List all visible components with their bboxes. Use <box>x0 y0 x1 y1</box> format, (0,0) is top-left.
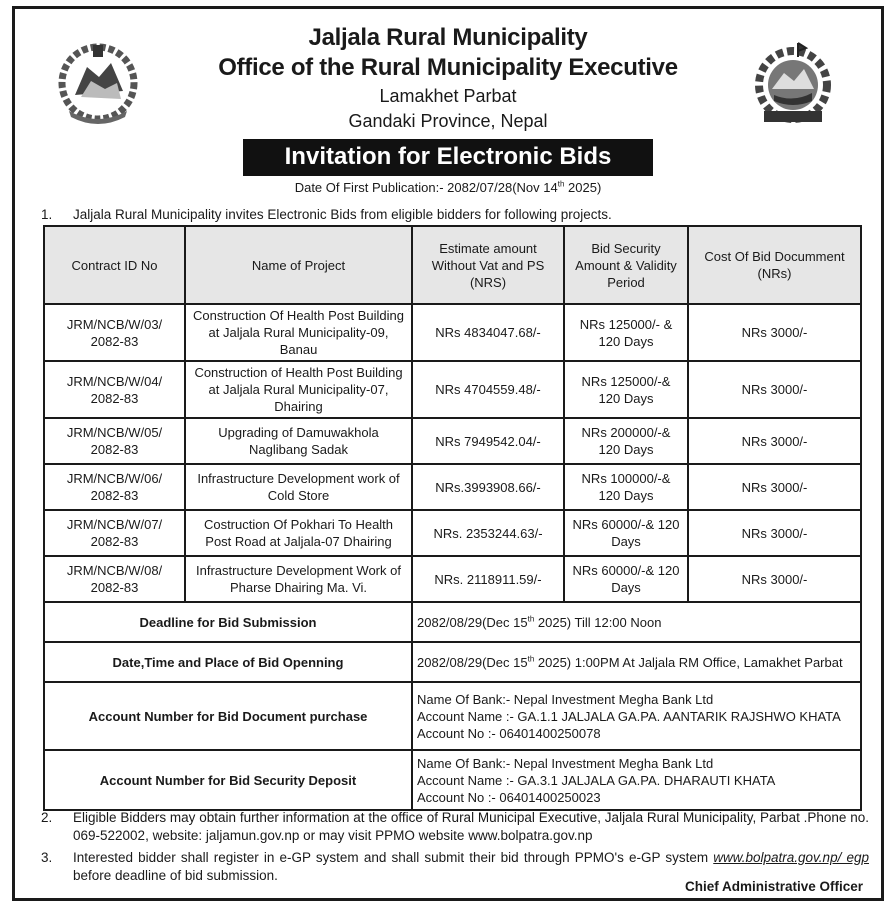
table-header-row <box>44 226 861 304</box>
document-cost: NRs 3000/- <box>688 510 861 556</box>
estimate-amount: NRs. 2353244.63/- <box>412 510 564 556</box>
bid-security: NRs 125000/- & 120 Days <box>564 304 688 361</box>
bid-security: NRs 60000/-& 120 Days <box>564 556 688 602</box>
egp-link[interactable]: www.bolpatra.gov.np/ egp <box>713 850 869 865</box>
estimate-amount: NRs 4704559.48/- <box>412 361 564 418</box>
project-name: Infrastructure Development work of Cold Store <box>185 464 412 510</box>
deadline-value: 2082/08/29(Dec 15th 2025) Till 12:00 Noon <box>412 602 861 642</box>
sec-account-number: Account No :- 06401400250023 <box>417 789 601 805</box>
doc-account-row <box>44 682 861 750</box>
doc-account-number: Account No :- 06401400250078 <box>417 725 601 741</box>
office-name: Office of the Rural Municipality Executive <box>218 54 678 81</box>
note-3: 3. Interested bidder shall register in e-GP system and shall submit their bid through PPMO's e-GP system www.bolpatra.gov.np/ egp before deadline of bid submission. <box>41 850 869 883</box>
intro-paragraph <box>41 207 612 222</box>
contract-id: JRM/NCB/W/03/ 2082-83 <box>44 304 185 361</box>
document-cost: NRs 3000/- <box>688 361 861 418</box>
document-cost: NRs 3000/- <box>688 304 861 361</box>
col-header-security: Bid Security Amount & Validity Period <box>564 226 688 304</box>
notice-header <box>15 23 881 195</box>
security-account-value <box>412 750 861 810</box>
bid-security: NRs 125000/-& 120 Days <box>564 361 688 418</box>
project-name: Infrastructure Development Work of Pharse Dhairing Ma. Vi. <box>185 556 412 602</box>
contract-id: JRM/NCB/W/07/ 2082-83 <box>44 510 185 556</box>
bid-table <box>43 225 862 811</box>
project-name: Upgrading of Damuwakhola Naglibang Sadak <box>185 418 412 464</box>
contract-id: JRM/NCB/W/06/ 2082-83 <box>44 464 185 510</box>
bid-security: NRs 100000/-& 120 Days <box>564 464 688 510</box>
notice-title-banner: Invitation for Electronic Bids <box>243 139 654 176</box>
notes-section <box>41 809 869 889</box>
security-account-row <box>44 750 861 810</box>
document-cost: NRs 3000/- <box>688 418 861 464</box>
document-cost: NRs 3000/- <box>688 464 861 510</box>
project-name: Construction Of Health Post Building at Jaljala Rural Municipality-09, Banau <box>185 304 412 361</box>
contract-id: JRM/NCB/W/05/ 2082-83 <box>44 418 185 464</box>
col-header-cost: Cost Of Bid Documment (NRs) <box>688 226 861 304</box>
security-account-label: Account Number for Bid Security Deposit <box>44 750 412 810</box>
estimate-amount: NRs 7949542.04/- <box>412 418 564 464</box>
estimate-amount: NRs.3993908.66/- <box>412 464 564 510</box>
deadline-label: Deadline for Bid Submission <box>44 602 412 642</box>
sec-account-name: Account Name :- GA.3.1 JALJALA GA.PA. DHARAUTI KHATA <box>417 772 776 788</box>
table-row <box>44 304 861 361</box>
contract-id: JRM/NCB/W/04/ 2082-83 <box>44 361 185 418</box>
doc-account-name: Account Name :- GA.1.1 JALJALA GA.PA. AANTARIK RAJSHWO KHATA <box>417 708 841 724</box>
col-header-project: Name of Project <box>185 226 412 304</box>
province: Gandaki Province, Nepal <box>348 111 548 131</box>
signature: Chief Administrative Officer <box>684 879 863 894</box>
opening-value: 2082/08/29(Dec 15th 2025) 1:00PM At Jaljala RM Office, Lamakhet Parbat <box>412 642 861 682</box>
opening-row <box>44 642 861 682</box>
sec-bank-name: Name Of Bank:- Nepal Investment Megha Bank Ltd <box>417 755 714 771</box>
intro-number: 1. <box>41 207 53 222</box>
org-name: Jaljala Rural Municipality <box>308 24 588 51</box>
bid-security: NRs 60000/-& 120 Days <box>564 510 688 556</box>
publication-date: Date Of First Publication:- 2082/07/28(Nov 14th 2025) <box>294 179 602 195</box>
document-cost: NRs 3000/- <box>688 556 861 602</box>
doc-account-label: Account Number for Bid Document purchase <box>44 682 412 750</box>
intro-text: Jaljala Rural Municipality invites Electronic Bids from eligible bidders for following projects. <box>73 207 612 222</box>
opening-label: Date,Time and Place of Bid Openning <box>44 642 412 682</box>
doc-bank-name: Name Of Bank:- Nepal Investment Megha Bank Ltd <box>417 691 714 707</box>
table-row <box>44 510 861 556</box>
table-row <box>44 361 861 418</box>
notice-frame <box>12 6 884 901</box>
location: Lamakhet Parbat <box>379 86 517 106</box>
estimate-amount: NRs. 2118911.59/- <box>412 556 564 602</box>
bid-security: NRs 200000/-& 120 Days <box>564 418 688 464</box>
project-name: Costruction Of Pokhari To Health Post Road at Jaljala-07 Dhairing <box>185 510 412 556</box>
estimate-amount: NRs 4834047.68/- <box>412 304 564 361</box>
table-row <box>44 418 861 464</box>
project-name: Construction of Health Post Building at Jaljala Rural Municipality-07, Dhairing <box>185 361 412 418</box>
table-row <box>44 556 861 602</box>
col-header-estimate: Estimate amount Without Vat and PS (NRS) <box>412 226 564 304</box>
contract-id: JRM/NCB/W/08/ 2082-83 <box>44 556 185 602</box>
note-2: 2. Eligible Bidders may obtain further information at the office of Rural Municipal Executive, Jaljala Rural Municipality, Parbat .Phone no. 069-522002, website: jaljamun.gov.np or may visit PPMO website www.bolpatra.gov.np <box>41 810 869 843</box>
col-header-contract-id: Contract ID No <box>44 226 185 304</box>
deadline-row <box>44 602 861 642</box>
doc-account-value <box>412 682 861 750</box>
table-row <box>44 464 861 510</box>
